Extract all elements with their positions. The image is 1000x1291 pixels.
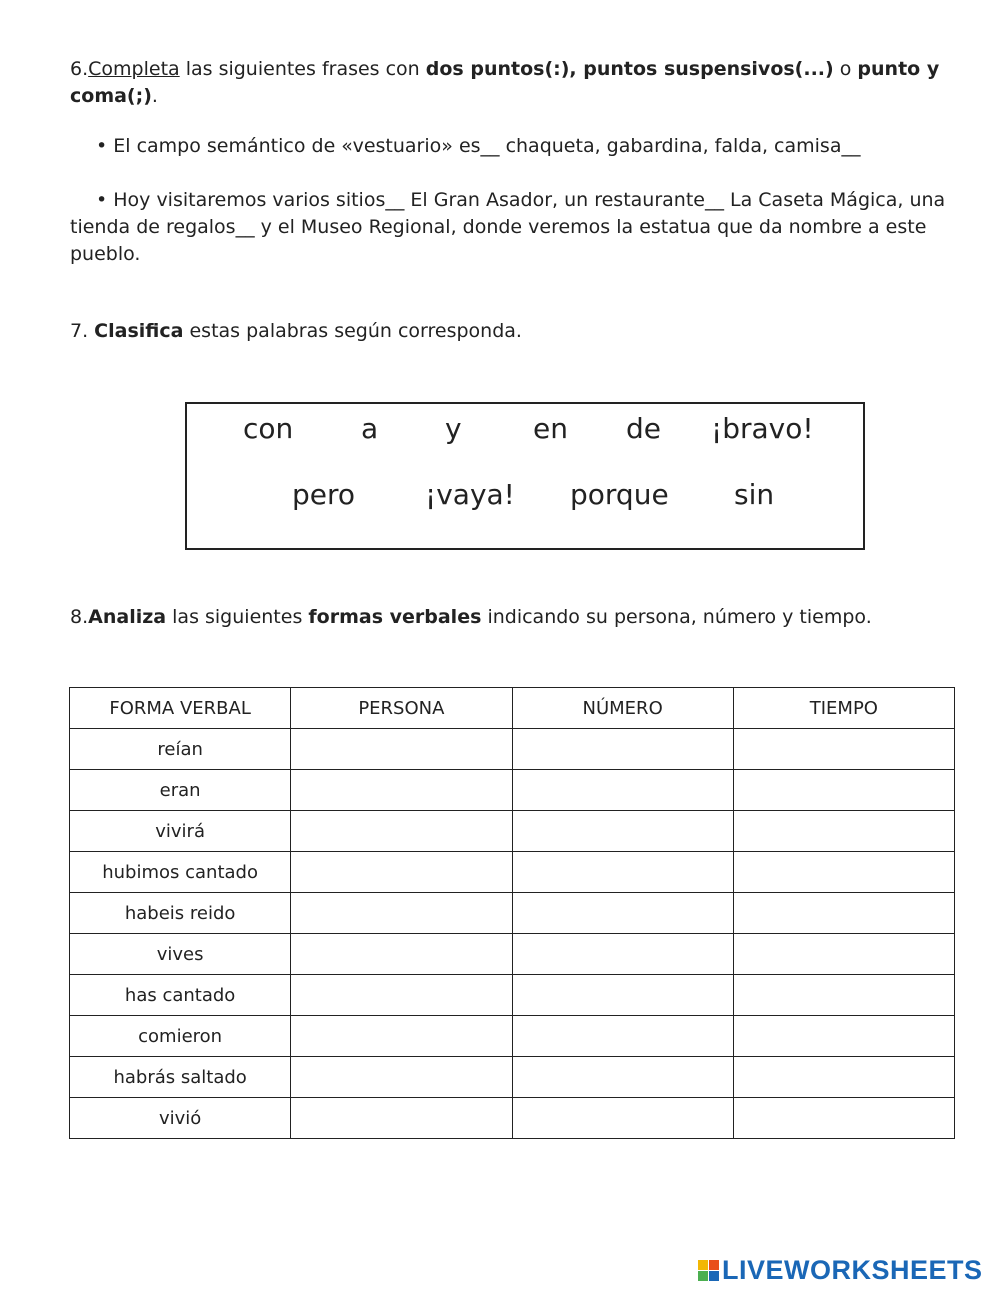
logo-square bbox=[698, 1260, 708, 1270]
q6-sentence-1: • El campo semántico de «vestuario» es__ chaqueta, gabardina, falda, camisa__ bbox=[96, 135, 861, 157]
word-bank-item[interactable]: pero bbox=[292, 478, 356, 511]
q6-text-1: las siguientes frases con bbox=[179, 58, 426, 80]
table-header-row bbox=[70, 688, 955, 729]
q6-instruction-verb: Completa bbox=[88, 58, 180, 80]
logo-text: LIVEWORKSHEETS bbox=[722, 1254, 983, 1285]
numero-answer-cell[interactable] bbox=[512, 770, 733, 811]
q6-text-3: . bbox=[151, 85, 158, 107]
q7-text: estas palabras según corresponda. bbox=[183, 320, 522, 342]
persona-answer-cell[interactable] bbox=[291, 975, 512, 1016]
header-numero: NÚMERO bbox=[512, 688, 733, 729]
q6-number: 6. bbox=[70, 58, 89, 80]
word-bank-item[interactable]: con bbox=[243, 412, 294, 445]
verb-form-cell: habeis reido bbox=[70, 893, 291, 934]
logo-square bbox=[709, 1260, 719, 1270]
verb-form-cell: comieron bbox=[70, 1016, 291, 1057]
q8-text-2: indicando su persona, número y tiempo. bbox=[481, 606, 872, 628]
q7-instruction-verb: Clasifica bbox=[94, 320, 184, 342]
q6-bold-1: dos puntos(:), puntos suspensivos(...) bbox=[425, 58, 834, 80]
numero-answer-cell[interactable] bbox=[512, 1016, 733, 1057]
numero-answer-cell[interactable] bbox=[512, 811, 733, 852]
persona-answer-cell[interactable] bbox=[291, 1057, 512, 1098]
persona-answer-cell[interactable] bbox=[291, 811, 512, 852]
tiempo-answer-cell[interactable] bbox=[733, 1057, 954, 1098]
verb-form-cell: reían bbox=[70, 729, 291, 770]
numero-answer-cell[interactable] bbox=[512, 975, 733, 1016]
word-bank-item[interactable]: sin bbox=[734, 478, 775, 511]
numero-answer-cell[interactable] bbox=[512, 852, 733, 893]
word-bank-item[interactable]: porque bbox=[570, 478, 669, 511]
q8-text-1: las siguientes bbox=[166, 606, 309, 628]
persona-answer-cell[interactable] bbox=[291, 770, 512, 811]
tiempo-answer-cell[interactable] bbox=[733, 975, 954, 1016]
word-bank-item[interactable]: ¡bravo! bbox=[711, 412, 814, 445]
persona-answer-cell[interactable] bbox=[291, 1098, 512, 1139]
word-bank-item[interactable]: de bbox=[626, 412, 661, 445]
persona-answer-cell[interactable] bbox=[291, 1016, 512, 1057]
tiempo-answer-cell[interactable] bbox=[733, 770, 954, 811]
question-7-title bbox=[70, 318, 522, 345]
logo-square bbox=[698, 1271, 708, 1281]
word-bank-item[interactable]: en bbox=[533, 412, 568, 445]
q7-number: 7. bbox=[70, 320, 95, 342]
word-bank-box bbox=[185, 402, 865, 550]
verb-form-cell: vivió bbox=[70, 1098, 291, 1139]
persona-answer-cell[interactable] bbox=[291, 852, 512, 893]
liveworksheets-logo-icon bbox=[698, 1260, 719, 1281]
logo-square bbox=[709, 1271, 719, 1281]
table-row bbox=[70, 934, 955, 975]
verb-form-cell: has cantado bbox=[70, 975, 291, 1016]
table-row bbox=[70, 1016, 955, 1057]
header-forma-verbal: FORMA VERBAL bbox=[70, 688, 291, 729]
numero-answer-cell[interactable] bbox=[512, 729, 733, 770]
liveworksheets-logo[interactable] bbox=[698, 1252, 983, 1288]
verb-form-cell: vives bbox=[70, 934, 291, 975]
word-bank-item[interactable]: a bbox=[361, 412, 379, 445]
table-row bbox=[70, 1057, 955, 1098]
word-bank-item[interactable]: y bbox=[445, 412, 462, 445]
tiempo-answer-cell[interactable] bbox=[733, 1098, 954, 1139]
table-row bbox=[70, 811, 955, 852]
numero-answer-cell[interactable] bbox=[512, 934, 733, 975]
q6-text-2: o bbox=[833, 58, 858, 80]
table-row bbox=[70, 770, 955, 811]
q8-instruction-verb: Analiza bbox=[88, 606, 167, 628]
q8-number: 8. bbox=[70, 606, 89, 628]
tiempo-answer-cell[interactable] bbox=[733, 852, 954, 893]
persona-answer-cell[interactable] bbox=[291, 729, 512, 770]
table-row bbox=[70, 729, 955, 770]
table-row bbox=[70, 1098, 955, 1139]
numero-answer-cell[interactable] bbox=[512, 1057, 733, 1098]
numero-answer-cell[interactable] bbox=[512, 893, 733, 934]
verb-analysis-table bbox=[69, 687, 955, 1139]
q8-bold-1: formas verbales bbox=[308, 606, 482, 628]
tiempo-answer-cell[interactable] bbox=[733, 1016, 954, 1057]
header-persona: PERSONA bbox=[291, 688, 512, 729]
question-6-title bbox=[70, 56, 940, 110]
persona-answer-cell[interactable] bbox=[291, 934, 512, 975]
verb-form-cell: vivirá bbox=[70, 811, 291, 852]
verb-form-cell: eran bbox=[70, 770, 291, 811]
tiempo-answer-cell[interactable] bbox=[733, 811, 954, 852]
q6-bold-2: punto y coma(;) bbox=[70, 58, 940, 107]
word-bank-item[interactable]: ¡vaya! bbox=[425, 478, 515, 511]
q6-sentence-2: • Hoy visitaremos varios sitios__ El Gran Asador, un restaurante__ La Caseta Mágica, una tienda de regalos__ y el Museo Regional, donde veremos la estatua que da nombre a este pueblo. bbox=[70, 189, 946, 265]
verb-form-cell: habrás saltado bbox=[70, 1057, 291, 1098]
table-row bbox=[70, 852, 955, 893]
table-row bbox=[70, 893, 955, 934]
numero-answer-cell[interactable] bbox=[512, 1098, 733, 1139]
verb-form-cell: hubimos cantado bbox=[70, 852, 291, 893]
question-8-title bbox=[70, 604, 872, 631]
tiempo-answer-cell[interactable] bbox=[733, 934, 954, 975]
header-tiempo: TIEMPO bbox=[733, 688, 954, 729]
table-row bbox=[70, 975, 955, 1016]
tiempo-answer-cell[interactable] bbox=[733, 893, 954, 934]
persona-answer-cell[interactable] bbox=[291, 893, 512, 934]
tiempo-answer-cell[interactable] bbox=[733, 729, 954, 770]
